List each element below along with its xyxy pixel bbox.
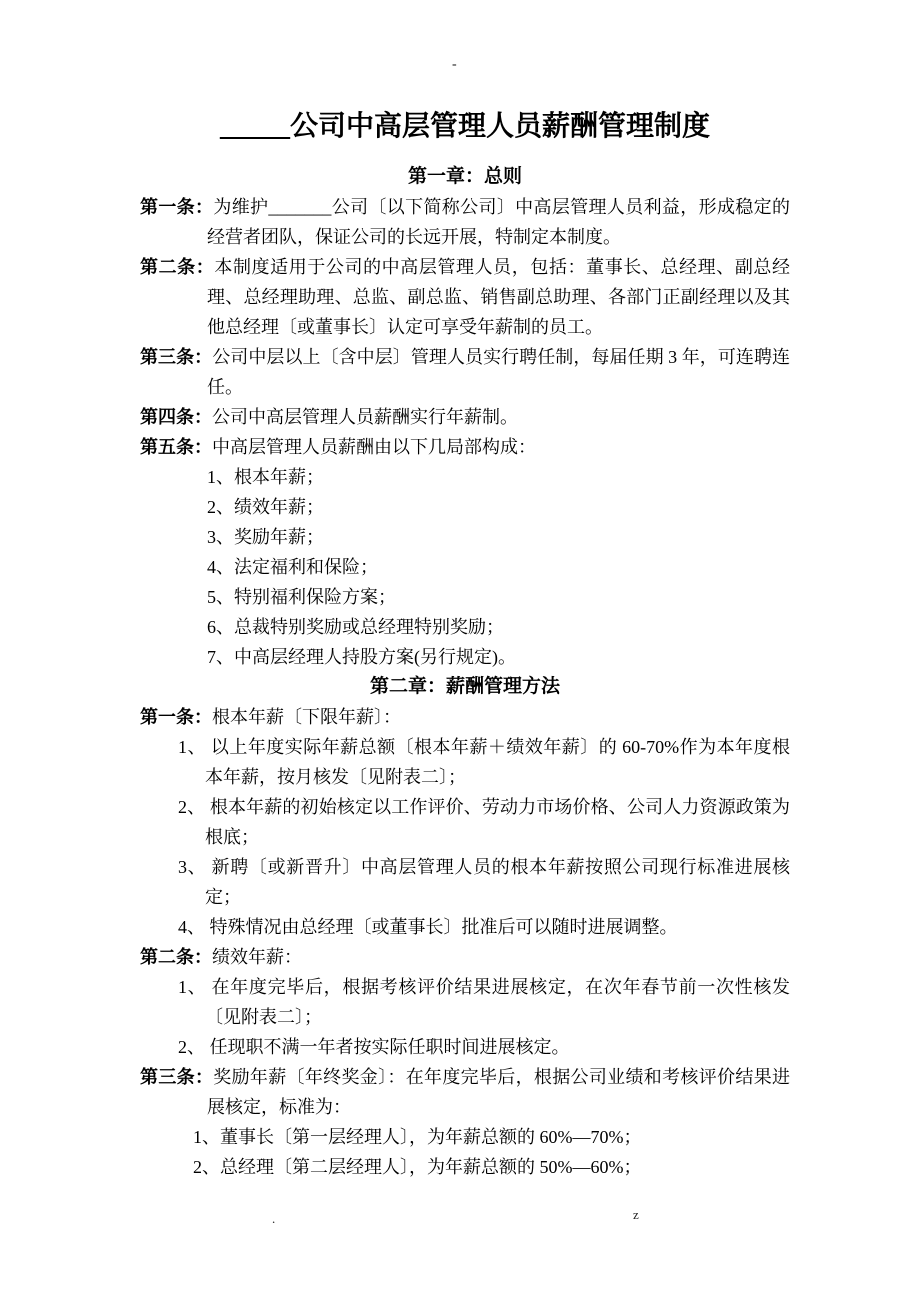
list-item: 1、根本年薪； <box>207 467 324 487</box>
chapter1-clause-3 <box>140 342 790 402</box>
chapter2-clause-2 <box>140 942 790 972</box>
list-item: 2、 根本年薪的初始核定以工作评价、劳动力市场价格、公司人力资源政策为根底； <box>178 797 790 847</box>
chapter-1-heading: 第一章：总则 <box>407 166 522 187</box>
list-item: 2、绩效年薪； <box>207 497 324 517</box>
clause-label: 第二条： <box>140 257 215 277</box>
document-content <box>140 0 790 1182</box>
clause-text: 为维护_______公司〔以下简称公司〕中高层管理人员利益，形成稳定的经营者团队，保证公司的长远开展，特制定本制度。 <box>207 197 790 247</box>
page-top-mark: - <box>452 57 457 72</box>
clause-text: 中高层管理人员薪酬由以下几局部构成： <box>212 437 536 457</box>
clause-label: 第三条： <box>140 347 213 367</box>
list-item: 1、 在年度完毕后，根据考核评价结果进展核定，在次年春节前一次性核发〔见附表二〕； <box>178 977 790 1027</box>
chapter1-clause-5 <box>140 432 790 462</box>
list-item: 1、董事长〔第一层经理人〕，为年薪总额的 60%—70%； <box>193 1127 642 1147</box>
clause-text: 奖励年薪〔年终奖金〕：在年度完毕后，根据公司业绩和考核评价结果进展核定，标准为： <box>207 1067 791 1117</box>
clause-text: 根本年薪〔下限年薪〕： <box>212 707 401 727</box>
footer-left-mark: . <box>272 1211 276 1226</box>
list-item: 2、总经理〔第二层经理人〕，为年薪总额的 50%—60%； <box>193 1157 642 1177</box>
clause-text: 本制度适用于公司的中高层管理人员，包括：董事长、总经理、副总经理、总经理助理、总监、副总监、销售副总助理、各部门正副经理以及其他总经理〔或董事长〕认定可享受年薪制的员工。 <box>207 257 791 337</box>
clause-label: 第一条： <box>140 707 212 727</box>
list-item: 3、 新聘〔或新晋升〕中高层管理人员的根本年薪按照公司现行标准进展核定； <box>178 857 790 907</box>
chapter2-clause-3 <box>140 1062 790 1122</box>
chapter-2-heading: 第二章：薪酬管理方法 <box>369 676 560 697</box>
clause-label: 第三条： <box>140 1067 214 1087</box>
chapter1-clause-4 <box>140 402 790 432</box>
list-item: 5、特别福利保险方案； <box>207 587 396 607</box>
list-item: 2、 任现职不满一年者按实际任职时间进展核定。 <box>178 1037 570 1057</box>
chapter1-clause-2 <box>140 252 790 342</box>
chapter2-clause-1 <box>140 702 790 732</box>
list-item: 3、奖励年薪； <box>207 527 324 547</box>
list-item: 7、中高层经理人持股方案(另行规定)。 <box>207 647 516 667</box>
document-title: _____公司中高层管理人员薪酬管理制度 <box>219 111 710 142</box>
list-item: 4、 特殊情况由总经理〔或董事长〕批准后可以随时进展调整。 <box>178 917 678 937</box>
list-item: 1、 以上年度实际年薪总额〔根本年薪＋绩效年薪〕的 60-70%作为本年度根本年薪，按月核发〔见附表二〕； <box>178 737 790 787</box>
clause-text: 绩效年薪： <box>212 947 302 967</box>
chapter1-clause-1 <box>140 192 790 252</box>
clause-text: 公司中高层管理人员薪酬实行年薪制。 <box>212 407 518 427</box>
footer-right-mark: z <box>633 1207 639 1222</box>
clause-text: 公司中层以上〔含中层〕管理人员实行聘任制，每届任期 3 年，可连聘连任。 <box>207 347 791 397</box>
list-item: 4、法定福利和保险； <box>207 557 378 577</box>
clause-label: 第一条： <box>140 197 214 217</box>
clause-label: 第四条： <box>140 407 212 427</box>
clause-label: 第二条： <box>140 947 212 967</box>
list-item: 6、总裁特别奖励或总经理特别奖励； <box>207 617 504 637</box>
clause-label: 第五条： <box>140 437 212 457</box>
